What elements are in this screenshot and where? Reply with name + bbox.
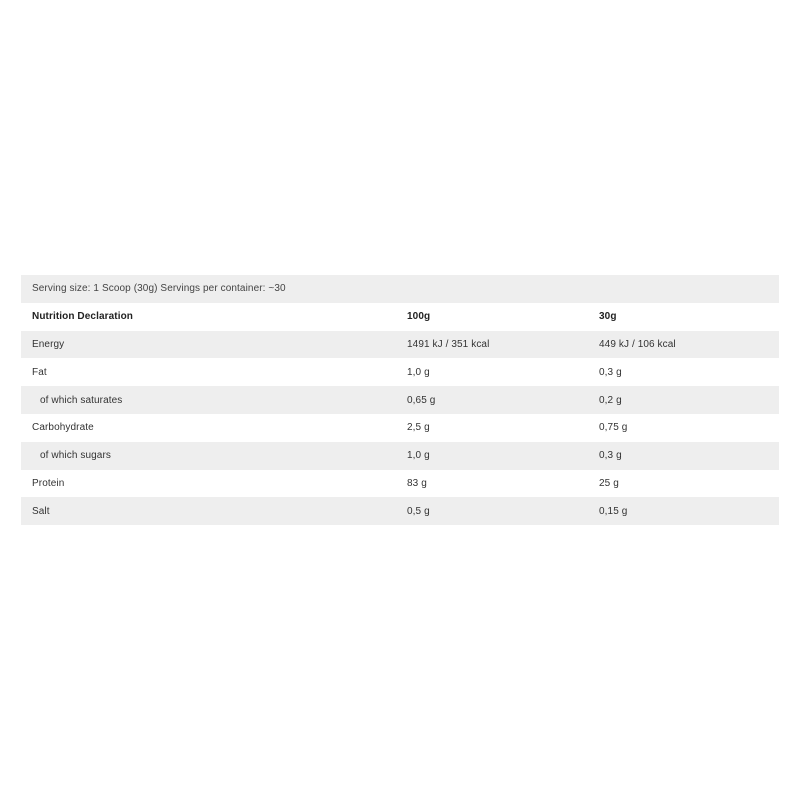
row-label: Salt bbox=[32, 505, 50, 517]
row-value-100g: 2,5 g bbox=[407, 422, 430, 434]
row-value-100g: 0,65 g bbox=[407, 394, 436, 406]
row-value-100g: 0,5 g bbox=[407, 505, 430, 517]
row-value-serving: 449 kJ / 106 kcal bbox=[599, 338, 676, 350]
header-per-serving: 30g bbox=[599, 311, 617, 323]
row-label: Protein bbox=[32, 477, 65, 489]
row-value-serving: 0,2 g bbox=[599, 394, 622, 406]
nutrition-table bbox=[21, 275, 779, 525]
row-value-100g: 1,0 g bbox=[407, 366, 430, 378]
table-row-energy bbox=[21, 331, 779, 359]
row-value-serving: 0,15 g bbox=[599, 505, 628, 517]
row-label: Carbohydrate bbox=[32, 422, 94, 434]
serving-info-row bbox=[21, 275, 779, 303]
row-value-100g: 1,0 g bbox=[407, 450, 430, 462]
table-row-salt bbox=[21, 497, 779, 525]
table-row-sugars bbox=[21, 442, 779, 470]
table-row-saturates bbox=[21, 386, 779, 414]
header-nutrition-declaration: Nutrition Declaration bbox=[32, 311, 133, 323]
table-row-protein bbox=[21, 470, 779, 498]
row-label: Energy bbox=[32, 338, 65, 350]
row-value-serving: 0,3 g bbox=[599, 450, 622, 462]
row-value-serving: 25 g bbox=[599, 477, 619, 489]
row-value-100g: 83 g bbox=[407, 477, 427, 489]
table-row-fat bbox=[21, 358, 779, 386]
row-label: Fat bbox=[32, 366, 47, 378]
table-header-row bbox=[21, 303, 779, 331]
table-row-carbohydrate bbox=[21, 414, 779, 442]
row-value-100g: 1491 kJ / 351 kcal bbox=[407, 338, 490, 350]
row-value-serving: 0,75 g bbox=[599, 422, 628, 434]
row-label: of which sugars bbox=[40, 450, 111, 462]
row-value-serving: 0,3 g bbox=[599, 366, 622, 378]
row-label: of which saturates bbox=[40, 394, 123, 406]
header-per-100g: 100g bbox=[407, 311, 431, 323]
serving-info-text: Serving size: 1 Scoop (30g) Servings per container: ~30 bbox=[32, 283, 286, 295]
